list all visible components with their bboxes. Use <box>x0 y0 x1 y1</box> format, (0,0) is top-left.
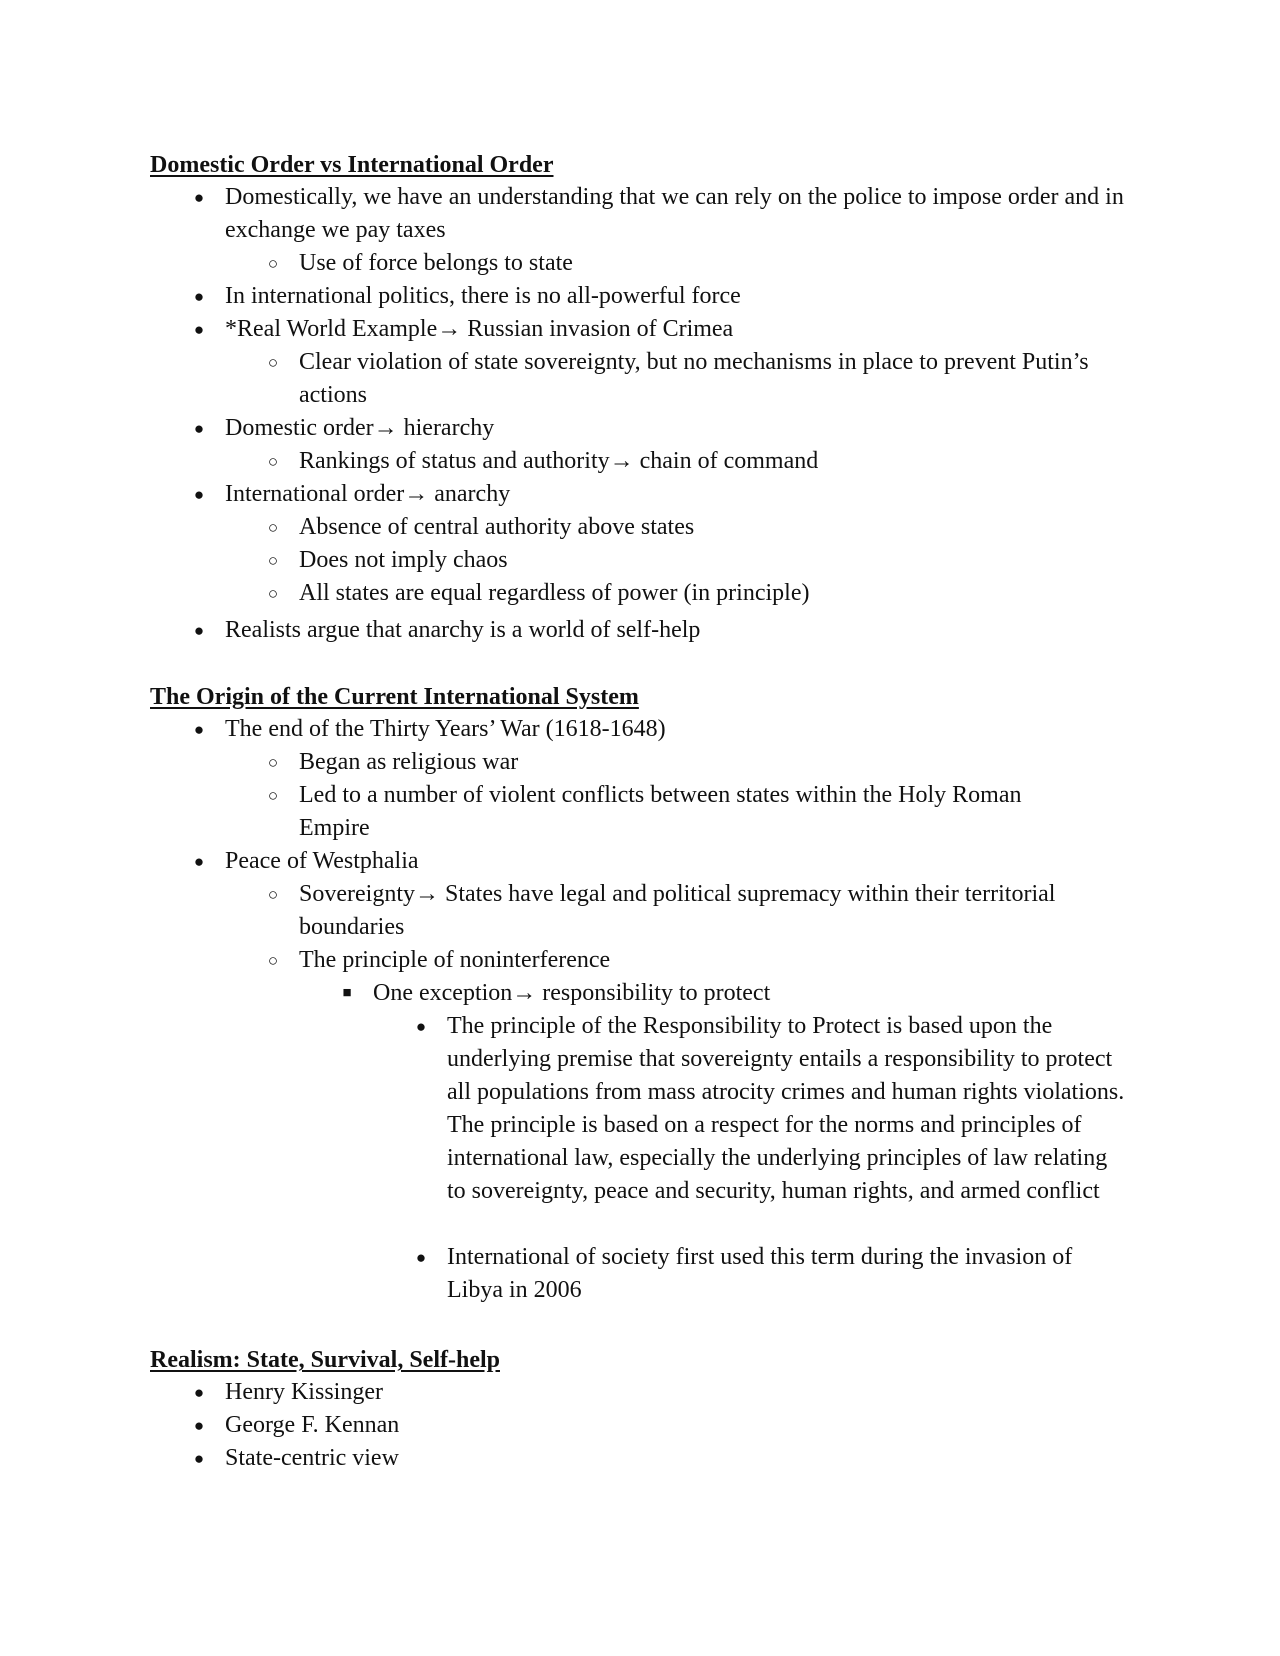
bullet-disc-icon: ● <box>193 188 205 207</box>
list-item <box>189 280 1124 313</box>
bullet-circle-icon: ○ <box>267 551 279 570</box>
list-item-text: One exception→ responsibility to protect <box>373 980 771 1006</box>
section-heading-domestic-order: Domestic Order vs International Order <box>150 152 554 178</box>
bullet-disc-icon: ● <box>193 320 205 339</box>
list-item-text: State-centric view <box>225 1445 399 1471</box>
bullet-disc-icon: ● <box>193 852 205 871</box>
bullet-disc-icon: ● <box>193 1416 205 1435</box>
bullet-disc-icon: ● <box>415 1248 427 1267</box>
list-item-text: Peace of Westphalia <box>225 848 419 874</box>
list-item-text: International order→ anarchy <box>225 481 511 507</box>
section-heading-origin-system: The Origin of the Current International System <box>150 684 639 710</box>
bullet-disc-icon: ● <box>193 720 205 739</box>
bullet-circle-icon: ○ <box>267 786 279 805</box>
list-item-text: Absence of central authority above states <box>299 514 695 540</box>
list-item-text: The principle of the Responsibility to Protect is based upon the underlying premise that sovereignty entails a responsibility to protect all populations from mass atrocity crimes and human rights violations. The principle is based on a respect for the norms and principles of international law, especially the underlying principles of law relating to sovereignty, peace and security, human rights, and armed conflict <box>447 1013 1125 1204</box>
list-item <box>263 746 1123 779</box>
list-item-text: Led to a number of violent conflicts between states within the Holy Roman Empire <box>299 782 1022 841</box>
list-item-text: Henry Kissinger <box>225 1379 383 1405</box>
list-item <box>411 1010 1126 1208</box>
list-item <box>263 445 1123 478</box>
list-item <box>189 614 1124 647</box>
bullet-circle-icon: ○ <box>267 353 279 372</box>
list-item <box>263 346 1141 412</box>
list-item-text: In international politics, there is no all-powerful force <box>225 283 741 309</box>
list-item-text: All states are equal regardless of power (in principle) <box>299 580 810 606</box>
list-item-text: Does not imply chaos <box>299 547 508 573</box>
bullet-circle-icon: ○ <box>267 584 279 603</box>
list-item <box>263 779 1078 845</box>
list-item-text: Realists argue that anarchy is a world of self-help <box>225 617 701 643</box>
bullet-disc-icon: ● <box>415 1017 427 1036</box>
list-item <box>263 944 1123 977</box>
list-item <box>263 878 1123 944</box>
list-item <box>337 977 1123 1010</box>
list-item <box>189 1409 1124 1442</box>
list-item <box>263 544 1123 577</box>
list-item-text: Domestic order→ hierarchy <box>225 415 495 441</box>
bullet-circle-icon: ○ <box>267 951 279 970</box>
list-item-text: International of society first used this term during the invasion of Libya in 2006 <box>447 1244 1073 1303</box>
bullet-circle-icon: ○ <box>267 885 279 904</box>
list-item <box>189 845 1124 878</box>
list-item <box>189 713 1124 746</box>
list-item-text: The end of the Thirty Years’ War (1618-1648) <box>225 716 666 742</box>
bullet-disc-icon: ● <box>193 287 205 306</box>
bullet-circle-icon: ○ <box>267 518 279 537</box>
list-item <box>263 247 1123 280</box>
list-item-text: Domestically, we have an understanding that we can rely on the police to impose order and in exchange we pay taxes <box>225 184 1124 243</box>
list-item <box>189 412 1124 445</box>
list-item <box>411 1241 1126 1307</box>
bullet-circle-icon: ○ <box>267 452 279 471</box>
list-item-text: Sovereignty→ States have legal and political supremacy within their territorial boundaries <box>299 881 1056 940</box>
bullet-circle-icon: ○ <box>267 254 279 273</box>
bullet-disc-icon: ● <box>193 1383 205 1402</box>
list-item <box>263 577 1123 610</box>
bullet-circle-icon: ○ <box>267 753 279 772</box>
list-item-text: Clear violation of state sovereignty, but no mechanisms in place to prevent Putin’s actions <box>299 349 1089 408</box>
list-item-text: Rankings of status and authority→ chain of command <box>299 448 819 474</box>
bullet-square-icon: ■ <box>342 985 352 1001</box>
list-item-text: The principle of noninterference <box>299 947 611 973</box>
section-heading-realism: Realism: State, Survival, Self-help <box>150 1347 500 1373</box>
bullet-disc-icon: ● <box>193 621 205 640</box>
list-item-text: Use of force belongs to state <box>299 250 573 276</box>
bullet-disc-icon: ● <box>193 485 205 504</box>
list-item <box>263 511 1123 544</box>
list-item-text: *Real World Example→ Russian invasion of Crimea <box>225 316 734 342</box>
list-item <box>189 313 1124 346</box>
list-item <box>189 1442 1124 1475</box>
bullet-disc-icon: ● <box>193 419 205 438</box>
list-item-text: Began as religious war <box>299 749 519 775</box>
list-item <box>189 478 1124 511</box>
list-item <box>189 181 1124 247</box>
list-item <box>189 1376 1124 1409</box>
bullet-disc-icon: ● <box>193 1449 205 1468</box>
list-item-text: George F. Kennan <box>225 1412 400 1438</box>
